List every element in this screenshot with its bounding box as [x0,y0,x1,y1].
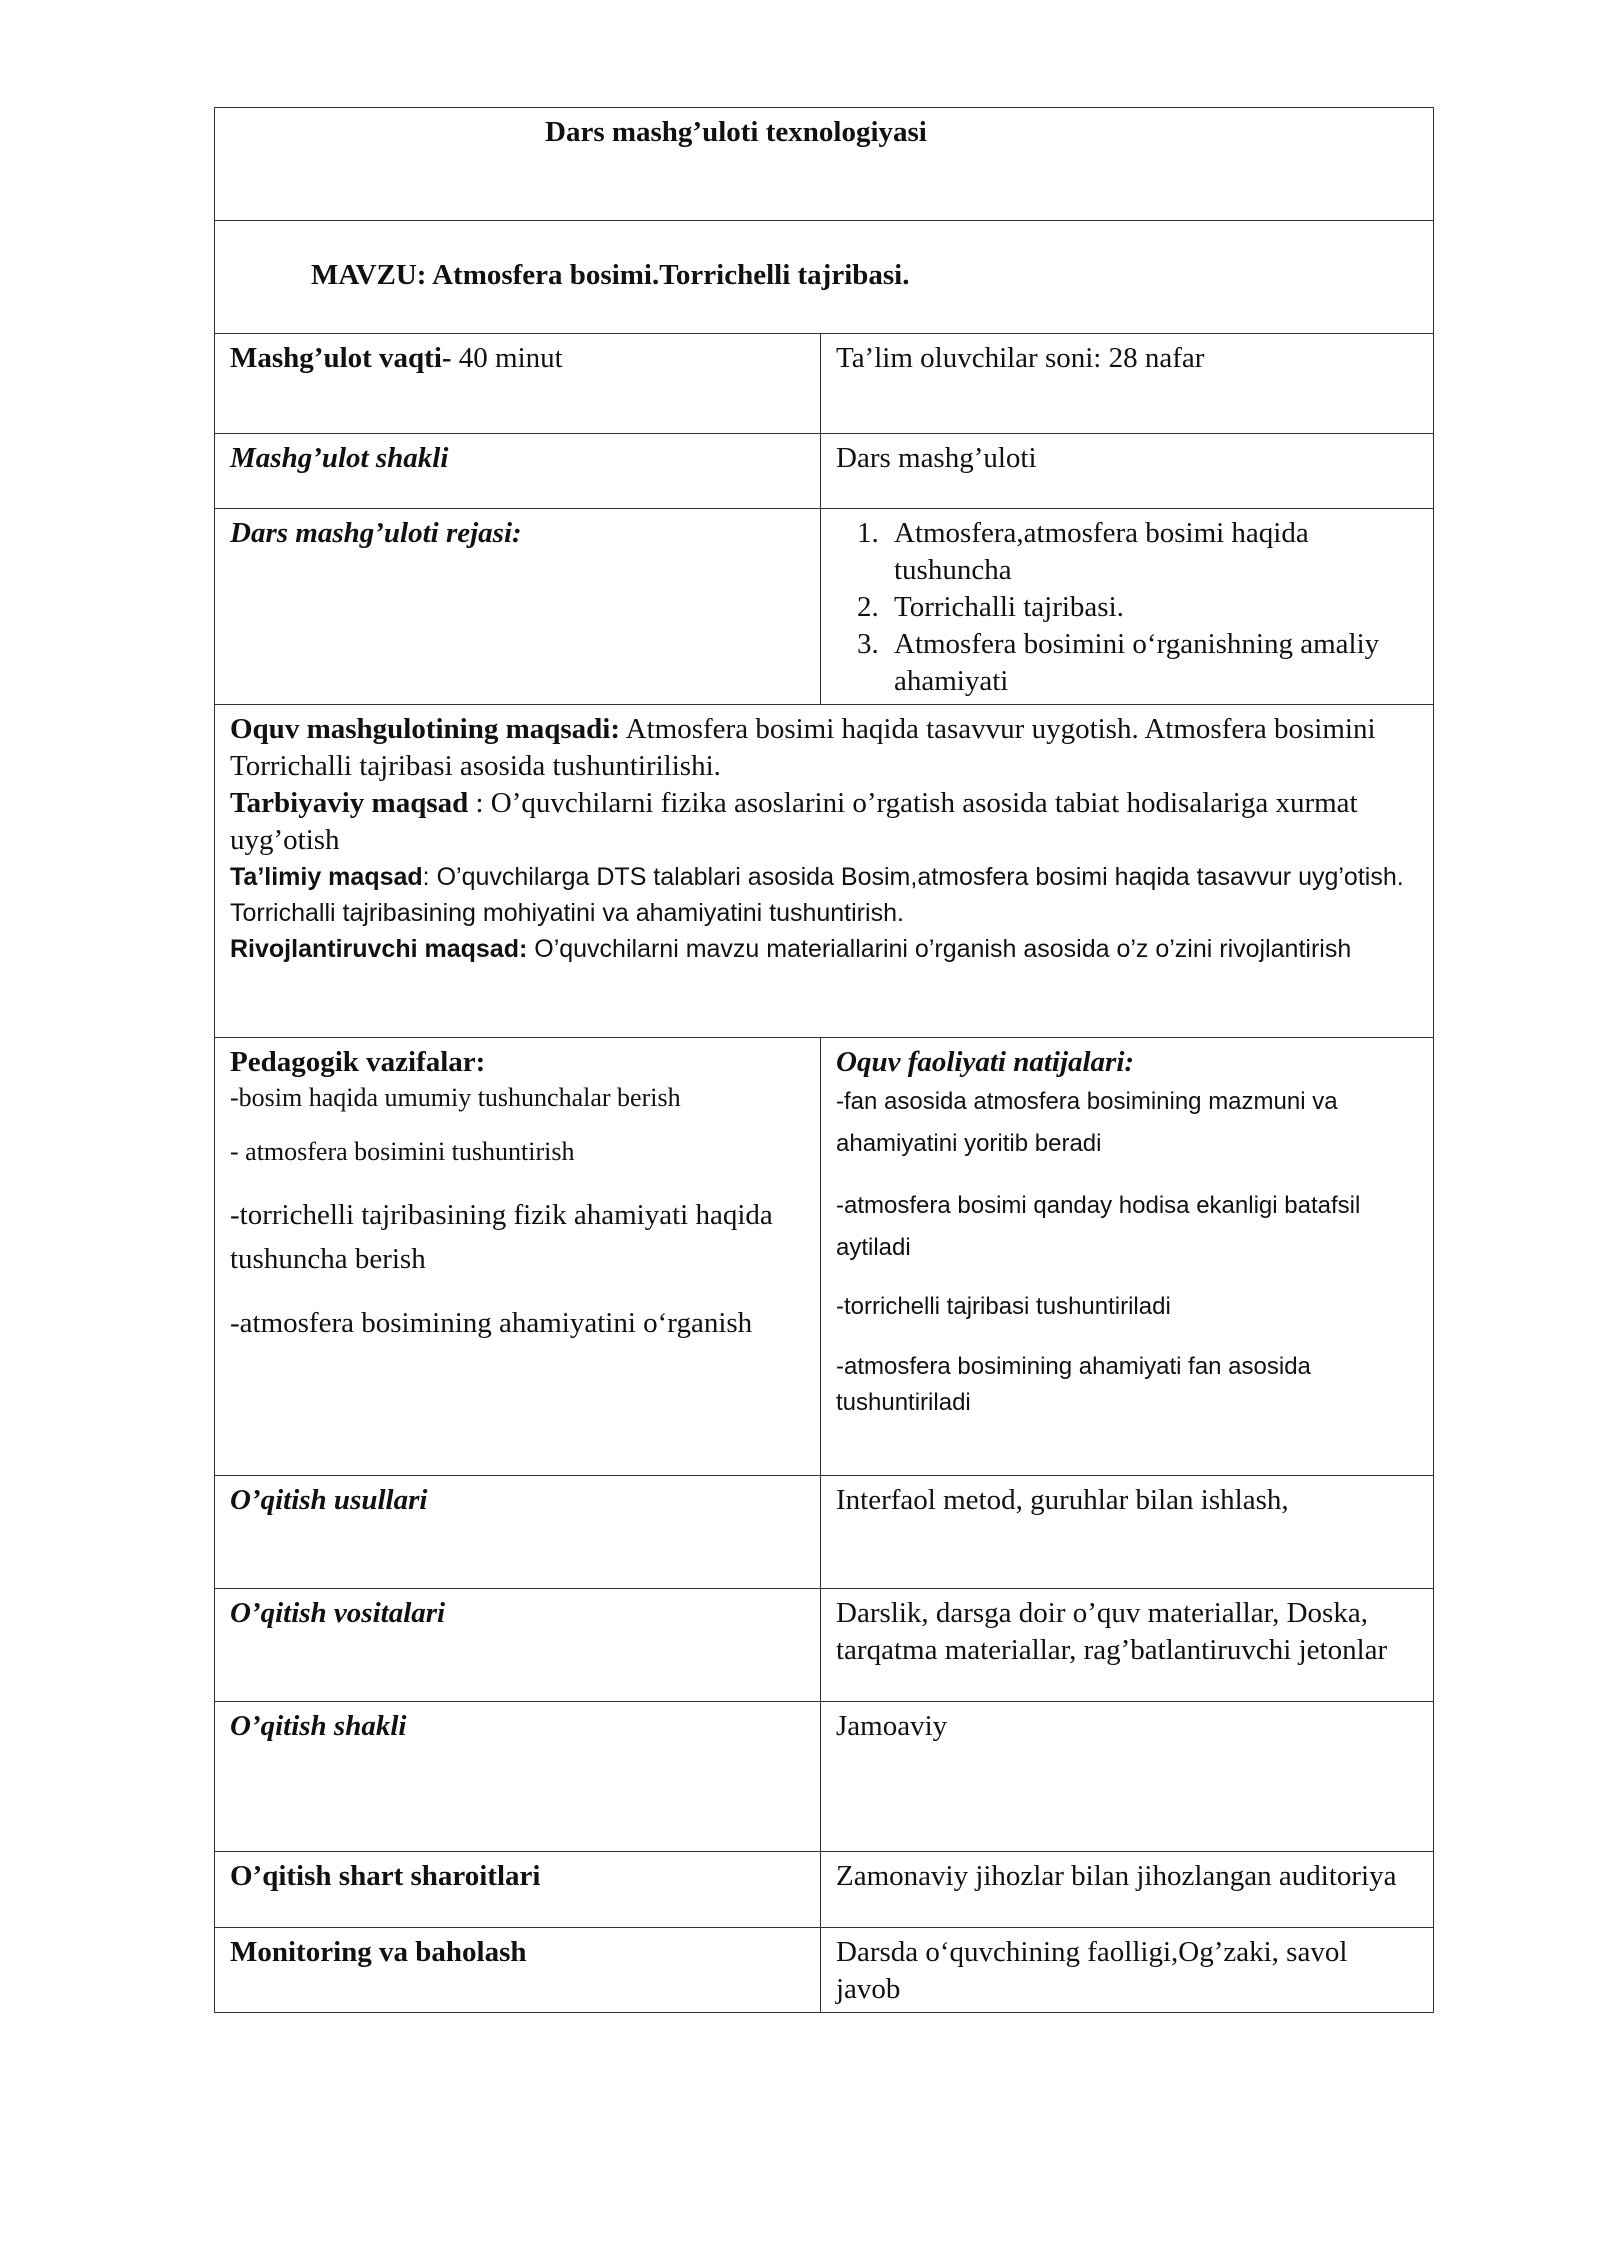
goals-row [215,705,1434,1038]
activity-results-label: Oquv faoliyati natijalari: [836,1046,1135,1078]
plan-item: 1. Atmosfera,atmosfera bosimi haqida tushuncha [886,515,1418,589]
teaching-goal-label: Ta’limiy maqsad [230,863,423,891]
conditions-row [215,1852,1434,1928]
topic-row [215,221,1434,334]
lesson-form-value: Dars mashg’uloti [821,434,1434,509]
lesson-time-value: 40 minut [451,342,563,374]
lesson-topic: MAVZU: Atmosfera bosimi.Torrichelli tajribasi. [215,221,1434,334]
educational-goal [230,785,1418,859]
plan-row [215,509,1434,705]
lesson-form-label: Mashg’ulot shakli [215,434,821,509]
developmental-goal-text: O’quvchilarni mavzu materiallarini o’rganish asosida o’z o’zini rivojlantirish [527,935,1352,963]
form-row [215,434,1434,509]
pedagogic-task-item: - atmosfera bosimini tushuntirish [230,1137,575,1166]
activity-result-item: -torrichelli tajribasi tushuntiriladi [836,1293,1171,1320]
pedagogic-tasks-label: Pedagogik vazifalar: [230,1046,486,1078]
activity-result-item: -atmosfera bosimi qanday hodisa ekanligi batafsil aytiladi [836,1192,1361,1261]
teaching-tools-label: O’qitish vositalari [215,1589,821,1702]
activity-result-item: -atmosfera bosimining ahamiyati fan asosida tushuntiriladi [836,1353,1311,1416]
teaching-goal-text: : O’quvchilarga DTS talablari asosida Bosim,atmosfera bosimi haqida tasavvur uyg’otish. Torrichalli tajribasining mohiyatini va ahamiyatini tushuntirish. [230,863,1404,927]
title-row [215,108,1434,221]
lesson-plan-list [836,515,1418,700]
goals-cell [215,705,1434,1038]
plan-item: 2. Torrichalli tajribasi. [886,589,1418,626]
monitoring-value: Darsda o‘quvchining faolligi,Og’zaki, savol javob [821,1928,1434,2013]
lesson-plan-cell [821,509,1434,705]
lesson-plan-table [214,107,1434,2013]
pedagogic-task-item: -torrichelli tajribasining fizik ahamiyati haqida tushuncha berish [230,1199,773,1275]
methods-row [215,1476,1434,1589]
plan-item: 3. Atmosfera bosimini o‘rganishning amaliy ahamiyati [886,626,1418,700]
pedagogic-task-item: -bosim haqida umumiy tushunchalar berish [230,1083,681,1112]
teaching-form-value: Jamoaviy [821,1702,1434,1852]
pedagogic-task-item: -atmosfera bosimining ahamiyatini o‘rganish [230,1307,753,1339]
document-title: Dars mashg’uloti texnologiyasi [215,108,1434,221]
lesson-time-label: Mashg’ulot vaqti- [230,342,452,374]
main-goal-text: Atmosfera bosimi haqida tasavvur uygotish. Atmosfera bosimini Torrichalli tajribasi asosida tushuntirilishi. [230,713,1376,782]
lesson-time-cell [215,334,821,434]
activity-result-item: -fan asosida atmosfera bosimining mazmuni va ahamiyatini yoritib beradi [836,1088,1338,1157]
teaching-tools-value: Darslik, darsga doir o’quv materiallar, Doska, tarqatma materiallar, rag’batlantiruvchi jetonlar [821,1589,1434,1702]
conditions-value: Zamonaviy jihozlar bilan jihozlangan auditoriya [821,1852,1434,1928]
students-count: Ta’lim oluvchilar soni: 28 nafar [821,334,1434,434]
developmental-goal [230,931,1418,967]
tools-row [215,1589,1434,1702]
pedagogic-tasks-cell [215,1038,821,1476]
teaching-form-row [215,1702,1434,1852]
monitoring-row [215,1928,1434,2013]
conditions-label: O’qitish shart sharoitlari [215,1852,821,1928]
educational-goal-text: : O’quvchilarni fizika asoslarini o’rgatish asosida tabiat hodisalariga xurmat uyg’otish [230,787,1358,856]
lesson-plan-label: Dars mashg’uloti rejasi: [215,509,821,705]
main-goal [230,711,1418,785]
monitoring-label: Monitoring va baholash [215,1928,821,2013]
teaching-methods-value: Interfaol metod, guruhlar bilan ishlash, [821,1476,1434,1589]
main-goal-label: Oquv mashgulotining maqsadi: [230,713,621,745]
teaching-form-label: O’qitish shakli [215,1702,821,1852]
activity-results-cell [821,1038,1434,1476]
time-row [215,334,1434,434]
teaching-goal [230,859,1418,931]
developmental-goal-label: Rivojlantiruvchi maqsad: [230,935,528,963]
teaching-methods-label: O’qitish usullari [215,1476,821,1589]
educational-goal-label: Tarbiyaviy maqsad [230,787,469,819]
tasks-results-row [215,1038,1434,1476]
